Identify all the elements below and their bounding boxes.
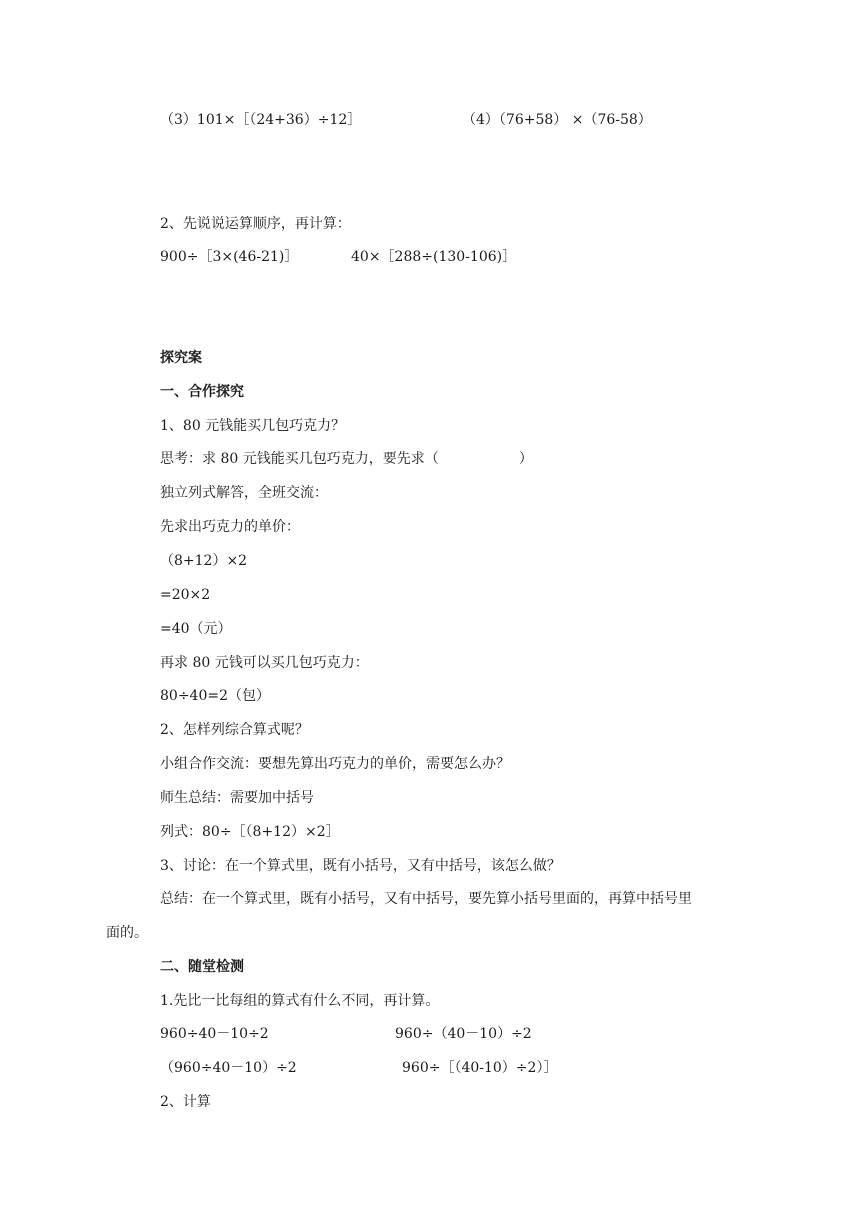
calc-line-2: =20×2 xyxy=(160,587,211,603)
conclusion-line-2: 面的。 xyxy=(106,925,148,941)
calc-line-1: （8+12）×2 xyxy=(160,553,248,569)
conclusion-line-1: 总结：在一个算式里，既有小括号，又有中括号，要先算小括号里面的，再算中括号里 xyxy=(160,891,692,907)
check-question-2: 2、计算 xyxy=(160,1094,211,1110)
check-expression-3: （960÷40－10）÷2 xyxy=(160,1060,297,1076)
question-2-expression-b: 40×［288÷(130-106)］ xyxy=(351,249,517,265)
then-step-line: 再求 80 元钱可以买几包巧克力： xyxy=(160,655,369,671)
check-question-1: 1.先比一比每组的算式有什么不同，再计算。 xyxy=(160,993,440,1009)
group-discussion-line: 小组合作交流：要想先算出巧克力的单价，需要怎么办？ xyxy=(160,756,510,772)
think-line: 思考：求 80 元钱能买几包巧克力，要先求（ ） xyxy=(160,451,533,467)
solve-line: 独立列式解答，全班交流： xyxy=(160,485,328,501)
item-1: 1、80 元钱能买几包巧克力？ xyxy=(160,418,346,434)
section-1-heading: 一、合作探究 xyxy=(160,384,244,400)
item-2: 2、怎样列综合算式呢？ xyxy=(160,722,309,738)
item-3: 3、讨论：在一个算式里，既有小括号，又有中括号，该怎么做？ xyxy=(160,858,561,874)
section-2-heading: 二、随堂检测 xyxy=(160,959,244,975)
check-expression-2: 960÷（40－10）÷2 xyxy=(395,1026,532,1042)
explore-heading: 探究案 xyxy=(160,350,202,366)
check-expression-4: 960÷［（40-10）÷2）］ xyxy=(402,1060,558,1076)
expression-4: （4）（76+58） ×（76-58） xyxy=(462,112,652,128)
expression-3: （3）101×［（24+36）÷12］ xyxy=(160,112,362,128)
first-step-line: 先求出巧克力的单价： xyxy=(160,519,300,535)
question-2-expression-a: 900÷［3×(46-21)］ xyxy=(160,249,299,265)
summary-line-1: 师生总结：需要加中括号 xyxy=(160,790,314,806)
calc-line-4: 80÷40=2（包） xyxy=(160,688,270,704)
question-2-title: 2、先说说运算顺序，再计算： xyxy=(160,216,351,232)
calc-line-3: =40（元） xyxy=(160,621,232,637)
formula-line: 列式：80÷［（8+12）×2］ xyxy=(160,824,340,840)
check-expression-1: 960÷40－10÷2 xyxy=(160,1026,269,1042)
